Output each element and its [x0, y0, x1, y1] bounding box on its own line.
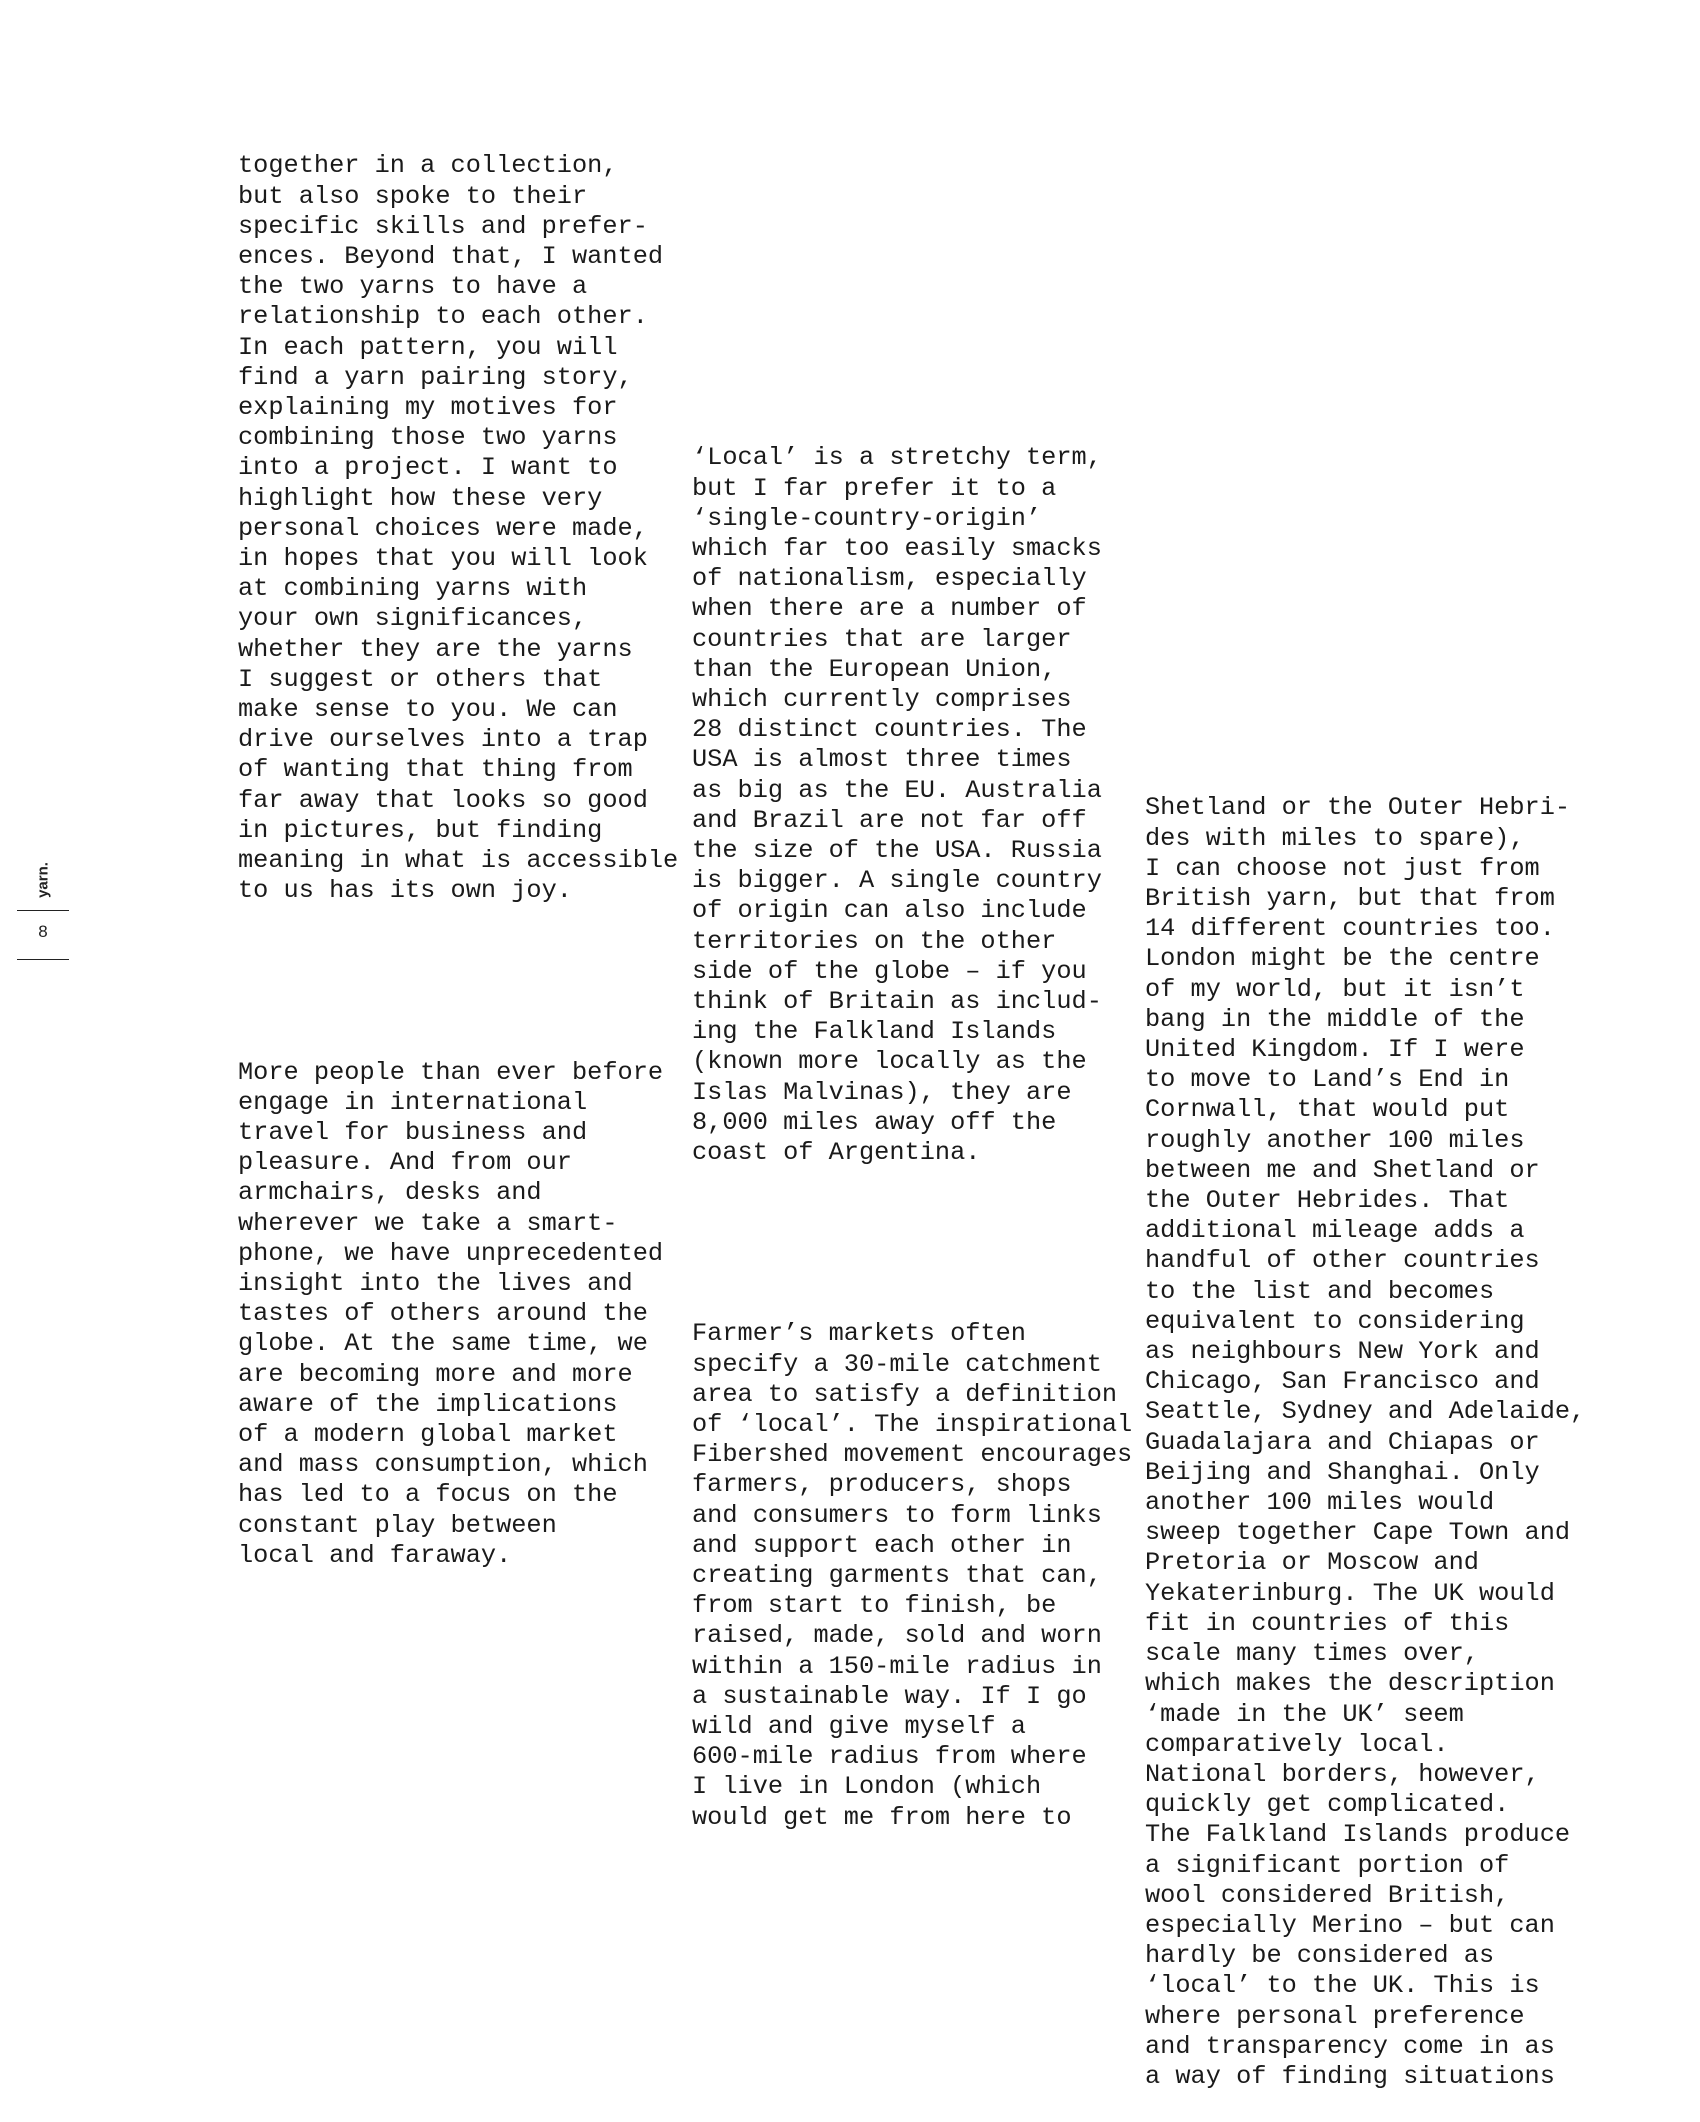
paragraph: ‘Local’ is a stretchy term, but I far prefer it to a ‘single-country-origin’ which far too easily smacks of nationalism, especially when there are a number of countries that are larger than the European Union, which currently comprises 28 distinct countries. The USA is almost three times as big as the EU. Australia and Brazil are not far off the size of the USA. Russia is bigger. A single country of origin can also include territories on the other side of the globe – if you think of Britain as includ- ing the Falkland Islands (known more locally as the Islas Malvinas), they are 8,000 miles away off the coast of Argentina. [692, 443, 1102, 1168]
paragraph-spacer [692, 1229, 1132, 1259]
paragraph: Farmer’s markets often specify a 30-mile catchment area to satisfy a definition of ‘local’. The inspirational Fibershed movement encourages farmers, producers, shops and consumers to form links and support each other in creating garments that can, from start to finish, be raised, made, sold and worn within a 150-mile radius in a sustainable way. If I go wild and give myself a 600-mile radius from where I live in London (which would get me from here to [692, 1319, 1133, 1832]
folio-divider-bottom [17, 959, 69, 960]
section-label: yarn. [34, 862, 52, 898]
text-column-1 [238, 91, 678, 1601]
paragraph: together in a collection, but also spoke to their specific skills and prefer- ences. Beyond that, I wanted the two yarns to have a relationship to each other. In each pattern, you will find a yarn pairing story, explaining my motives for combining those two yarns into a project. I want to highlight how these very personal choices were made, in hopes that you will look at combining yarns with your own significances, whether they are the yarns I suggest or others that make sense to you. We can drive ourselves into a trap of wanting that thing from far away that looks so good in pictures, but finding meaning in what is accessible to us has its own joy. [238, 151, 679, 906]
paragraph: Shetland or the Outer Hebri- des with miles to spare), I can choose not just from British yarn, but that from 14 different countries too. London might be the centre of my world, but it isn’t bang in the middle of the United Kingdom. If I were to move to Land’s End in Cornwall, that would put roughly another 100 miles between me and Shetland or the Outer Hebrides. That additional mileage adds a handful of other countries to the list and becomes equivalent to considering as neighbours New York and Chicago, San Francisco and Seattle, Sydney and Adelaide, Guadalajara and Chiapas or Beijing and Shanghai. Only another 100 miles would sweep together Cape Town and Pretoria or Moscow and Yekaterinburg. The UK would fit in countries of this scale many times over, which makes the description ‘made in the UK’ seem comparatively local. National borders, however, quickly get complicated. The Falkland Islands produce a significant portion of wool considered British, especially Merino – but can hardly be considered as ‘local’ to the UK. This is where personal preference and transparency come in as a way of finding situations [1145, 793, 1586, 2091]
folio-divider-top [17, 910, 69, 911]
text-column-2 [692, 383, 1132, 1863]
page-folio [17, 850, 69, 962]
text-column-3 [1145, 733, 1585, 2122]
paragraph-spacer [238, 967, 678, 997]
paragraph: More people than ever before engage in international travel for business and pleasure. And from our armchairs, desks and wherever we take a smart- phone, we have unprecedented insight into the lives and tastes of others around the globe. At the same time, we are becoming more and more aware of the implications of a modern global market and mass consumption, which has led to a focus on the constant play between local and faraway. [238, 1057, 664, 1570]
page-number: 8 [38, 922, 48, 941]
